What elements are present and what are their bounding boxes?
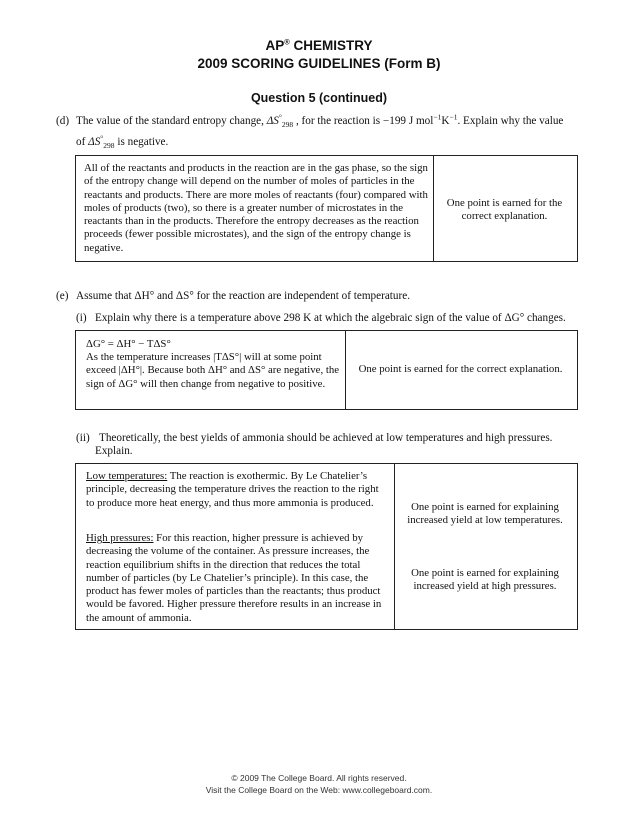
footer-copyright: © 2009 The College Board. All rights reserved. <box>231 773 407 783</box>
part-e-ii-prompt: Theoretically, the best yields of ammonia should be achieved at low temperatures and high pressures. <box>99 432 553 444</box>
part-e-i-points-cell <box>344 331 577 409</box>
part-e-i-label: (i) <box>76 312 87 324</box>
part-e-i-points: One point is earned for the correct explanation. <box>358 363 563 375</box>
low-temperature-answer: Low temperatures: The reaction is exothermic. By Le Chatelier’s principle, decreasing the temperature drives the reaction to the right to produce more heat energy, and thus more ammonia is produced. <box>86 470 379 509</box>
part-e-i-answer-cell <box>76 331 346 409</box>
page-title: AP® CHEMISTRY <box>265 37 373 53</box>
points-low-temperature: One point is earned for explaining increased yield at low temperatures. <box>407 501 563 527</box>
part-d-answer: All of the reactants and products in the reaction are in the gas phase, so the sign of the entropy change will depend on the number of moles of particles in the reactants and products. There are more moles of reactants (four) compared with moles of products (two), so there is a greater number of microstates in the reactants than in the products. Therefore the entropy decreases as the reaction proceeds (fewer possible microstates), and the sign of the entropy change is negative. <box>84 162 428 254</box>
part-e-prompt: Assume that ΔH° and ΔS° for the reaction are independent of temperature. <box>76 290 410 302</box>
part-d-points: One point is earned for the correct explanation. <box>446 197 563 223</box>
part-d-prompt: The value of the standard entropy change, $\Delta S^\circ_{298}$ , for the reaction is −199 J $mol^{-1}K^{-1}$. Explain why the value <box>76 112 564 130</box>
part-d-points-cell <box>432 156 577 261</box>
part-e-ii-scoring-table <box>75 463 578 630</box>
part-e-i-answer: As the temperature increases |TΔS°| will at some point exceed |ΔH°|. Because both ΔH° and ΔS° are negative, the sign of ΔG° will then change from negative to positive. <box>86 351 340 390</box>
part-d-answer-cell <box>76 156 434 261</box>
points-high-pressure: One point is earned for explaining increased yield at high pressures. <box>411 567 559 593</box>
part-e-i-prompt: Explain why there is a temperature above 298 K at which the algebraic sign of the value of ΔG° changes. <box>95 312 566 324</box>
page-subtitle: 2009 SCORING GUIDELINES (Form B) <box>197 56 441 71</box>
part-e-ii-points-cell <box>393 464 577 629</box>
part-e-ii-prompt-cont: Explain. <box>95 445 133 457</box>
question-heading: Question 5 (continued) <box>250 91 388 105</box>
part-d-scoring-table <box>75 155 578 262</box>
part-e-ii-label: (ii) <box>76 432 90 444</box>
part-e-i-scoring-table <box>75 330 578 410</box>
part-d-label: (d) <box>56 115 70 127</box>
high-pressure-answer: High pressures: For this reaction, higher pressure is achieved by decreasing the volume of the container. As pressure increases, the reaction equilibrium shifts in the direction that reduces the total number of particles (by Le Chatelier’s principle). In this case, the product has fewer moles of particles than the reactants; thus product would be favored. Higher pressure therefore results in an increase in the amount of ammonia. <box>86 532 382 624</box>
footer-website: Visit the College Board on the Web: www.collegeboard.com. <box>205 785 433 795</box>
part-e-ii-answer-cell <box>76 464 395 629</box>
part-e-label: (e) <box>56 290 69 302</box>
part-e-i-equation: ΔG° = ΔH° − TΔS° <box>86 338 171 350</box>
part-d-prompt-cont: of $\Delta S^\circ_{298}$ is negative. <box>76 133 169 151</box>
